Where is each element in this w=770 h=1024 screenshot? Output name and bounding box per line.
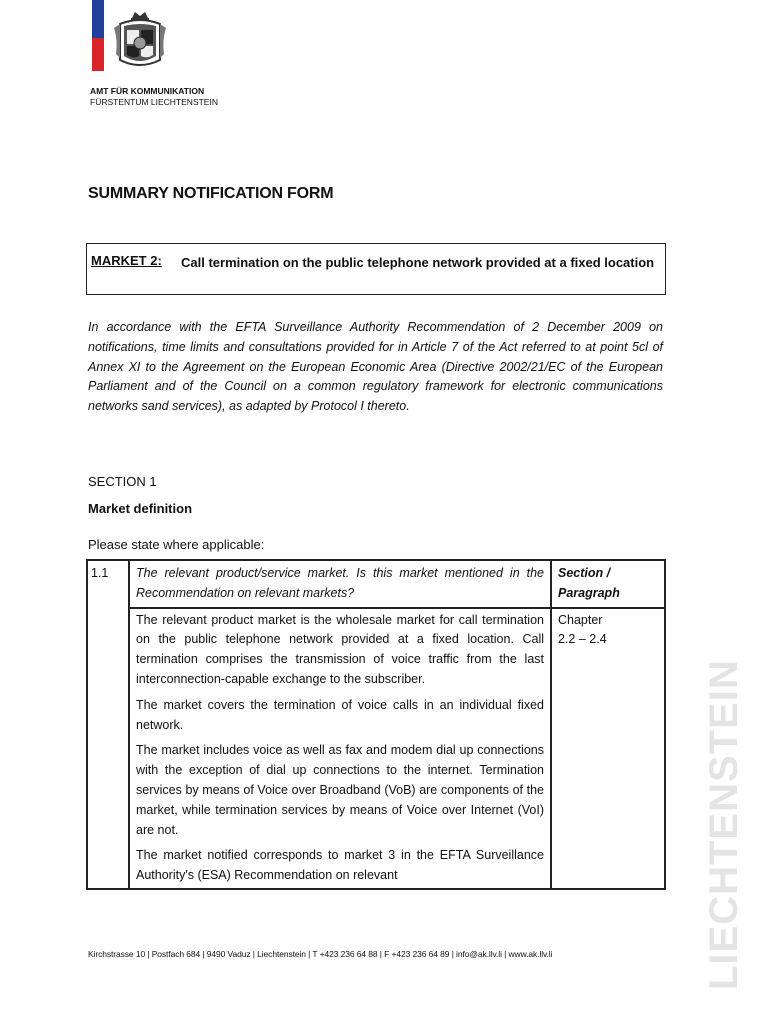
answer-cell <box>129 608 551 889</box>
question-text: The relevant product/service market. Is this market mentioned in the Recommendation on relevant markets? <box>129 560 551 608</box>
reference-chapter: Chapter <box>558 612 603 627</box>
org-line-1: AMT FÜR KOMMUNIKATION <box>90 86 205 96</box>
answer-paragraph: The market includes voice as well as fax and modem dial up connections with the exception of dial up connections to the internet. Termination services by means of Voice over Broadband (VoB) are components of the market, while termination services by means of Voice over Internet (VoI) are not. <box>136 743 544 837</box>
page-title: SUMMARY NOTIFICATION FORM <box>88 185 334 202</box>
answer-paragraph: The market notified corresponds to market 3 in the EFTA Surveillance Authority's (ESA) Recommendation on relevant <box>136 848 544 883</box>
watermark-text: LIECHTENSTEIN <box>702 659 746 990</box>
answer-paragraph: The market covers the termination of voice calls in an individual fixed network. <box>136 697 544 732</box>
table-row <box>87 608 665 889</box>
market-box <box>86 243 666 295</box>
intro-paragraph: In accordance with the EFTA Surveillance Authority Recommendation of 2 December 2009 on notifications, time limits and consultations provided for in Article 7 of the Act referred to at point 5cl of Annex XI to the Agreement on the European Economic Area (Directive 2002/21/EC of the European Parliament and of the Council on a common regulatory framework for electronic communications networks sand services), as adapted by Protocol I thereto. <box>88 320 663 414</box>
org-line-2: FÜRSTENTUM LIECHTENSTEIN <box>90 97 218 107</box>
empty-number-cell <box>87 608 129 889</box>
instruction-text: Please state where applicable: <box>88 537 265 552</box>
market-text: Call termination on the public telephone network provided at a fixed location <box>181 255 655 270</box>
question-number: 1.1 <box>87 560 129 608</box>
market-label: MARKET 2: <box>91 253 162 268</box>
flag-stripe-blue <box>92 0 104 38</box>
reference-range: 2.2 – 2.4 <box>558 632 607 647</box>
reference-cell <box>551 608 665 889</box>
answer-paragraph: The relevant product market is the wholesale market for call termination on the public telephone network provided at a fixed location. Call termination comprises the transmission of voice traffic from the last interconnection-capable exchange to the subscriber. <box>136 612 544 686</box>
section-paragraph-header: Section / Paragraph <box>551 560 665 608</box>
coat-of-arms-icon <box>112 10 168 72</box>
organization-name <box>90 86 218 108</box>
footer-contact: Kirchstrasse 10 | Postfach 684 | 9490 Vaduz | Liechtenstein | T +423 236 64 88 | F +423 236 64 89 | info@ak.llv.li | www.ak.llv.li <box>88 949 553 959</box>
flag-stripe-red <box>92 38 104 71</box>
section-label: SECTION 1 <box>88 474 157 489</box>
market-definition-table <box>86 559 666 890</box>
table-header-row <box>87 560 665 608</box>
section-heading: Market definition <box>88 501 193 516</box>
